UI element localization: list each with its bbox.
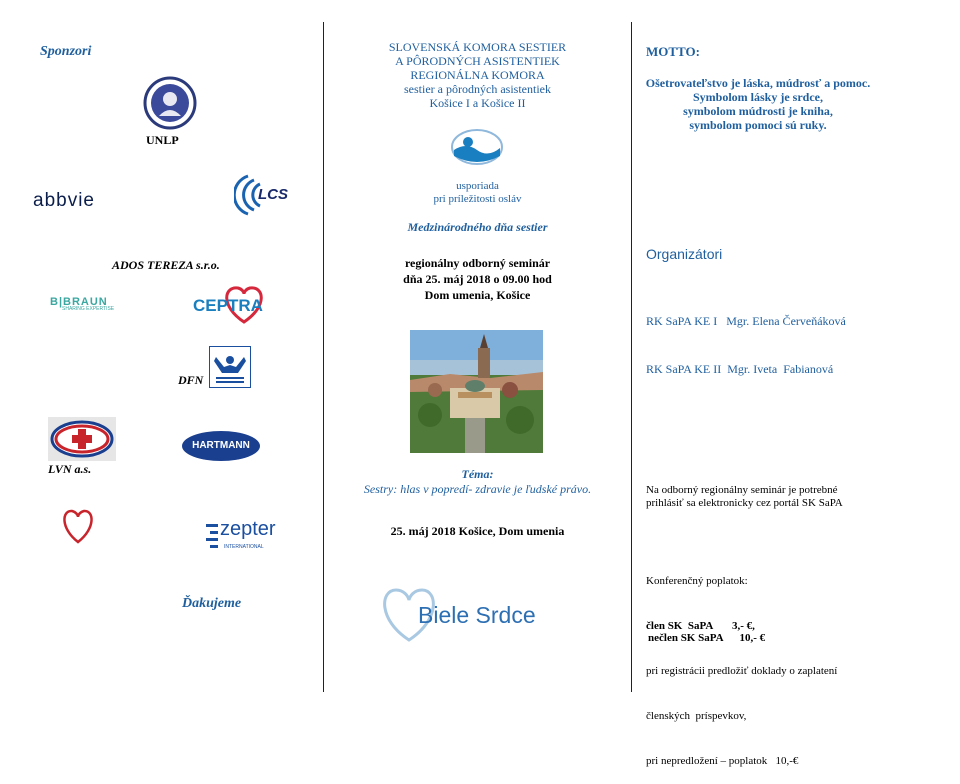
organizer-line-3: REGIONÁLNA KOMORA	[410, 68, 545, 82]
organizer-ke1: RK SaPA KE I Mgr. Elena Červeňáková	[646, 314, 846, 328]
motto-line-2: Symbolom lásky je srdce,	[693, 90, 823, 104]
zepter-icon	[206, 522, 220, 550]
bbraun-logo: B|BRAUN	[50, 296, 108, 308]
motto-line-1: Ošetrovateľstvo je láska, múdrosť a pomoc.	[645, 76, 871, 90]
organizes-text	[330, 180, 625, 206]
sponsors-heading: Sponzori	[40, 44, 92, 59]
komora-logo	[450, 128, 504, 166]
unlp-label: UNLP	[146, 133, 179, 147]
seminar-line-2: dňa 25. máj 2018 o 09.00 hod	[403, 272, 552, 286]
column-divider-left	[323, 22, 324, 692]
organizer-line-4: sestier a pôrodných asistentiek	[404, 82, 551, 96]
organizer-line-1: SLOVENSKÁ KOMORA SESTIER	[388, 40, 567, 54]
unlp-logo	[143, 76, 197, 130]
thanks-text: Ďakujeme	[182, 596, 242, 611]
kosice-city-photo	[410, 330, 543, 453]
theme-text: Sestry: hlas v popredí- zdravie je ľudské právo.	[363, 482, 592, 496]
ados-label: ADOS TEREZA s.r.o.	[112, 258, 220, 272]
fee-heading: Konferenčný poplatok:	[646, 575, 748, 587]
theme-label: Téma:	[461, 467, 494, 481]
seminar-line-3: Dom umenia, Košice	[424, 288, 531, 302]
seminar-block	[330, 255, 625, 303]
motto-block	[640, 76, 876, 132]
dfn-label: DFN	[178, 373, 204, 387]
lcs-label: LCS	[258, 186, 288, 203]
fee-note-line-2: členských príspevkov,	[646, 710, 747, 722]
registration-line-2: prihlásiť sa elektronicky cez portál SK SaPA	[646, 497, 843, 509]
hartmann-label: HARTMANN	[192, 440, 250, 451]
motto-heading: MOTTO:	[646, 44, 700, 59]
organizes-line: usporiada	[456, 180, 499, 192]
fee-no-doc: pri nepredložení – poplatok 10,-€	[646, 755, 799, 767]
dfn-logo	[209, 346, 251, 388]
date-place: 25. máj 2018 Košice, Dom umenia	[390, 524, 565, 538]
biele-srdce-sponsor-heart-icon	[58, 506, 98, 546]
ceptra-logo: CEPTRA	[193, 296, 263, 315]
organizer-line-5: Košice I a Košice II	[429, 96, 526, 110]
organizer-block	[330, 40, 625, 110]
organizer-ke2: RK SaPA KE II Mgr. Iveta Fabianová	[646, 362, 834, 376]
registration-line-1: Na odborný regionálny seminár je potrebné	[646, 484, 838, 496]
lvn-logo	[48, 417, 116, 461]
motto-line-3: symbolom múdrosti je kniha,	[683, 104, 833, 118]
zepter-tagline: INTERNATIONAL	[224, 544, 264, 550]
occasion-line: pri príležitosti osláv	[433, 193, 522, 205]
zepter-logo: zepter	[220, 518, 276, 540]
fee-block	[646, 544, 837, 784]
seminar-line-1: regionálny odborný seminár	[404, 256, 551, 270]
abbvie-logo: abbvie	[33, 190, 95, 211]
organizers-heading: Organizátori	[646, 246, 723, 262]
biele-srdce-logo: Biele Srdce	[418, 602, 536, 628]
fee-note-line-1: pri registrácii predložiť doklady o zaplatení	[646, 665, 838, 677]
lvn-label: LVN a.s.	[48, 462, 92, 476]
fee-member: člen SK SaPA 3,- €,	[646, 620, 755, 632]
registration-block	[646, 484, 843, 510]
motto-line-4: symbolom pomoci sú ruky.	[689, 118, 827, 132]
organizer-line-2: A PÔRODNÝCH ASISTENTIEK	[395, 54, 560, 68]
organizers-block	[646, 281, 846, 393]
event-name: Medzinárodného dňa sestier	[407, 220, 548, 234]
bbraun-tagline: SHARING EXPERTISE	[62, 306, 115, 312]
column-divider-right	[631, 22, 632, 692]
fee-nonmember: nečlen SK SaPA 10,- €	[648, 632, 766, 644]
